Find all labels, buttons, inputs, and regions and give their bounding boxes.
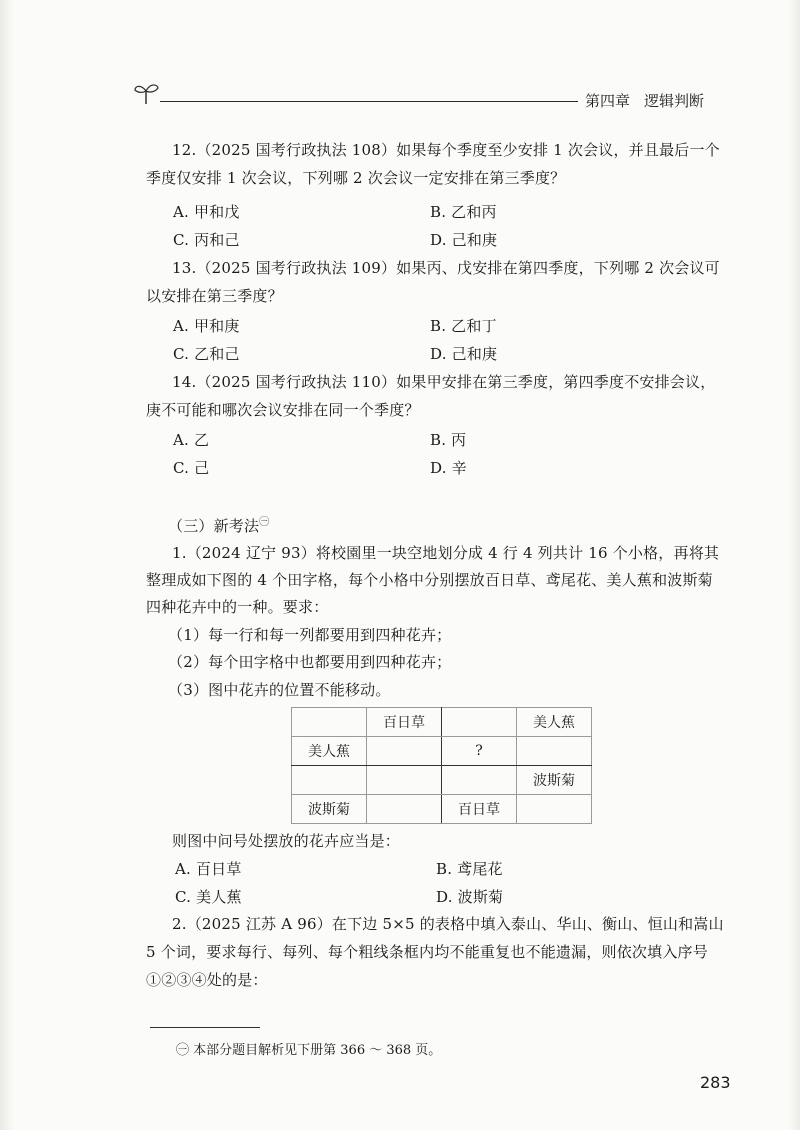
footnote (176, 1039, 441, 1058)
p1-question: 则图中问号处摆放的花卉应当是： (172, 832, 401, 850)
p2-stem-line2: 5 个词，要求每行、每列、每个粗线条框内均不能重复也不能遗漏，则依次填入序号 (146, 943, 708, 961)
q12-option-a: A. 甲和戊 (173, 203, 240, 221)
p1-stem-line2: 整理成如下图的 4 个田字格，每个小格中分别摆放百日草、鸢尾花、美人蕉和波斯菊 (146, 571, 713, 589)
grid-cell: 百日草 (367, 708, 442, 737)
footnote-marker: ㊀ (259, 517, 270, 528)
p2-stem-line1: 2.（2025 江苏 A 96）在下边 5×5 的表格中填入泰山、华山、衡山、恒山和嵩山 (172, 915, 724, 933)
page-number: 283 (700, 1073, 731, 1092)
flower-grid (291, 707, 592, 824)
sprout-icon (132, 80, 162, 106)
q13-option-c: C. 乙和己 (173, 345, 240, 363)
header-rule (160, 101, 578, 102)
q12-stem-line2: 季度仅安排 1 次会议，下列哪 2 次会议一定安排在第三季度？ (146, 169, 566, 187)
p1-option-c: C. 美人蕉 (175, 888, 242, 906)
section-title (168, 513, 269, 536)
grid-cell (442, 766, 517, 795)
q14-option-b: B. 丙 (430, 431, 467, 449)
p1-requirement-2: （2）每个田字格中也都要用到四种花卉； (168, 653, 452, 671)
grid-cell: 百日草 (442, 795, 517, 824)
grid-cell-question: ? (442, 737, 517, 766)
p1-option-a: A. 百日草 (175, 860, 242, 878)
q14-option-a: A. 乙 (173, 431, 210, 449)
grid-row (292, 737, 592, 766)
p1-stem-line1: 1.（2024 辽宁 93）将校園里一块空地划分成 4 行 4 列共计 16 个小格，再将其 (172, 544, 720, 562)
q12-stem-line1: 12.（2025 国考行政执法 108）如果每个季度至少安排 1 次会议，并且最后一个 (172, 141, 720, 159)
q12-option-b: B. 乙和丙 (430, 203, 497, 221)
grid-cell (292, 766, 367, 795)
p2-stem-line3: ①②③④处的是： (146, 971, 268, 989)
q14-stem-line2: 庚不可能和哪次会议安排在同一个季度？ (146, 401, 420, 419)
grid-cell (367, 737, 442, 766)
footnote-rule (150, 1027, 260, 1028)
p1-option-d: D. 波斯菊 (436, 888, 504, 906)
footnote-text: 本部分题目解析见下册第 366 ～ 368 页。 (193, 1043, 442, 1058)
q13-stem-line2: 以安排在第三季度？ (146, 287, 283, 305)
grid-row (292, 766, 592, 795)
grid-cell (517, 795, 592, 824)
running-header (585, 90, 704, 111)
section-label: 逻辑判断 (644, 92, 705, 110)
q12-option-d: D. 己和庚 (430, 231, 498, 249)
p1-option-b: B. 鸢尾花 (436, 860, 503, 878)
grid-cell: 美人蕉 (517, 708, 592, 737)
grid-cell: 波斯菊 (517, 766, 592, 795)
p1-requirement-1: （1）每一行和每一列都要用到四种花卉； (168, 626, 452, 644)
scan-edge-right (788, 0, 800, 1130)
q13-option-b: B. 乙和丁 (430, 317, 497, 335)
grid-cell: 波斯菊 (292, 795, 367, 824)
p1-requirement-3: （3）图中花卉的位置不能移动。 (168, 681, 391, 699)
grid-cell (367, 795, 442, 824)
q14-option-c: C. 己 (173, 459, 210, 477)
grid-cell (442, 708, 517, 737)
grid-cell (367, 766, 442, 795)
section-title-text: （三）新考法 (168, 517, 260, 535)
q13-stem-line1: 13.（2025 国考行政执法 109）如果丙、戊安排在第四季度，下列哪 2 次会议可 (172, 259, 720, 277)
q13-option-a: A. 甲和庚 (173, 317, 240, 335)
chapter-label: 第四章 (585, 92, 631, 110)
p1-stem-line3: 四种花卉中的一种。要求： (146, 598, 329, 616)
q14-option-d: D. 辛 (430, 459, 467, 477)
grid-cell (292, 708, 367, 737)
q13-option-d: D. 己和庚 (430, 345, 498, 363)
q14-stem-line1: 14.（2025 国考行政执法 110）如果甲安排在第三季度，第四季度不安排会议， (172, 373, 716, 391)
footnote-marker: ㊀ (176, 1043, 190, 1058)
q12-option-c: C. 丙和己 (173, 231, 240, 249)
grid-row (292, 795, 592, 824)
grid-cell (517, 737, 592, 766)
grid-cell: 美人蕉 (292, 737, 367, 766)
scan-edge-left (0, 0, 14, 1130)
grid-row (292, 708, 592, 737)
